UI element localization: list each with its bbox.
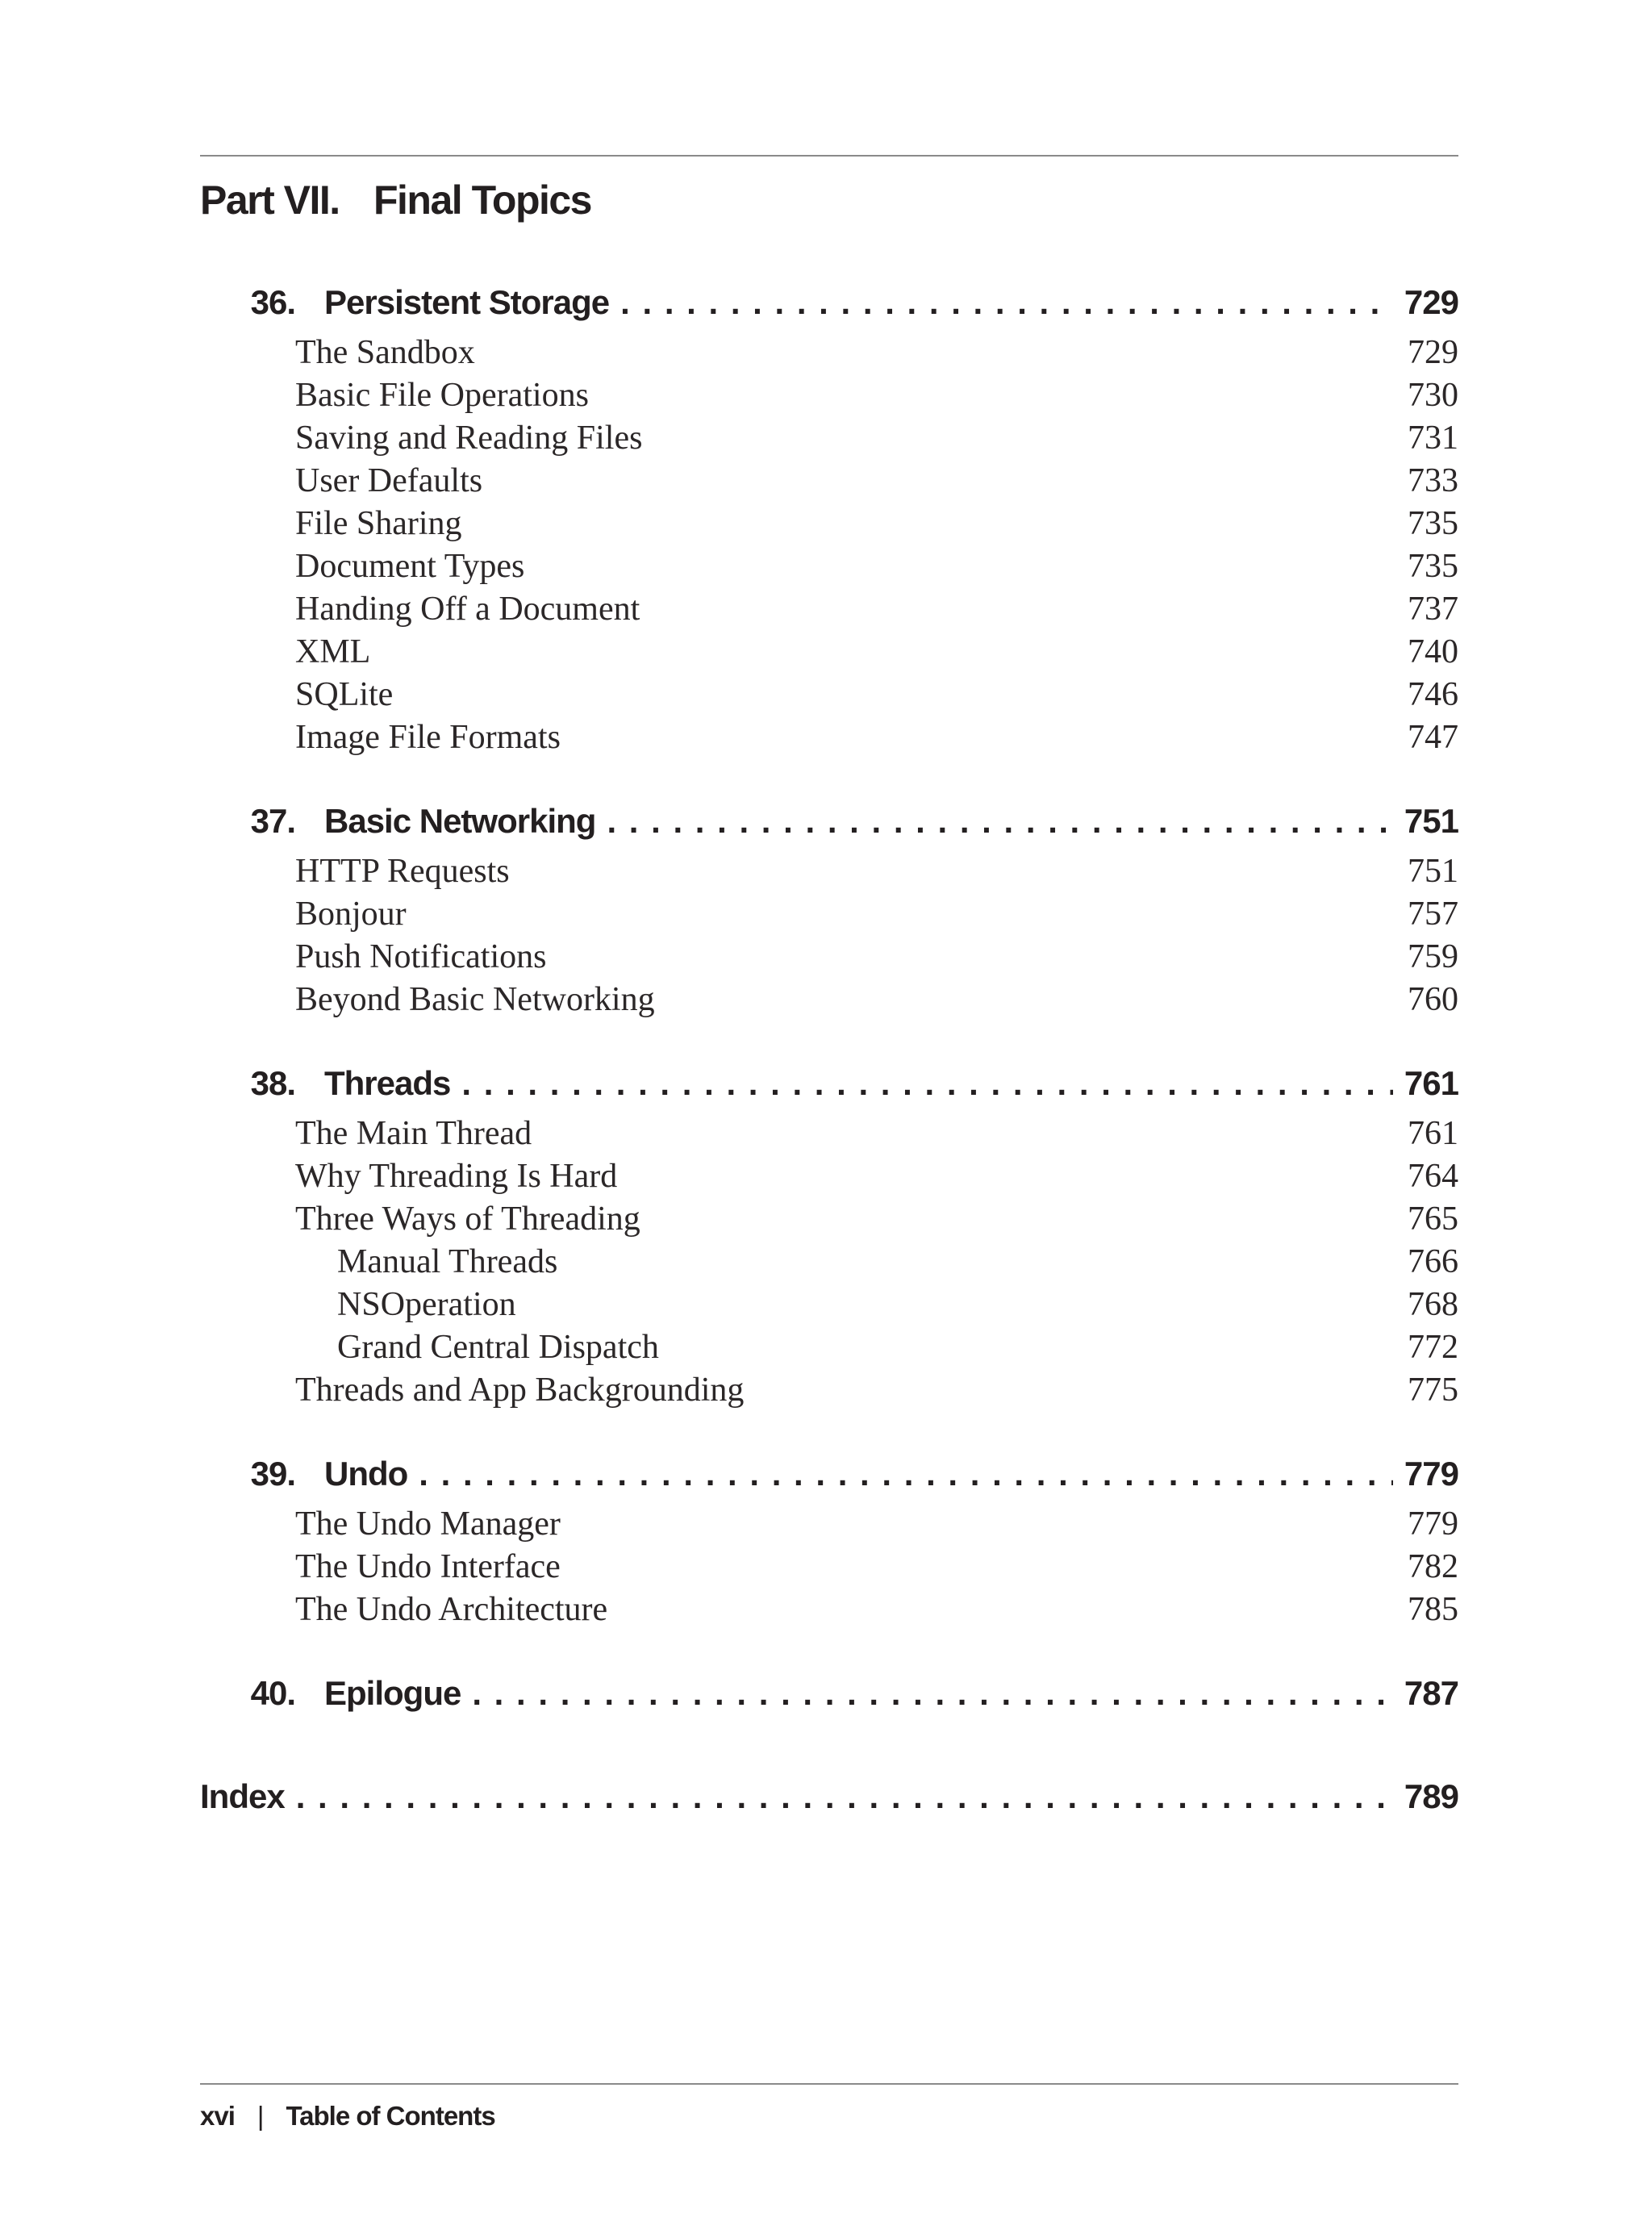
chapter-title: Epilogue <box>324 1674 461 1712</box>
section-page: 735 <box>1408 504 1458 542</box>
index-title: Index <box>200 1777 285 1815</box>
dot-leader <box>620 283 1393 322</box>
section-title: Saving and Reading Files <box>295 419 643 457</box>
section-entry[interactable] <box>200 1112 1458 1155</box>
chapter-title: Basic Networking <box>324 802 596 840</box>
section-title: Push Notifications <box>295 937 547 975</box>
section-page: 751 <box>1408 852 1458 890</box>
footer-separator: | <box>257 2101 264 2131</box>
section-page: 733 <box>1408 461 1458 499</box>
section-title: HTTP Requests <box>295 852 510 890</box>
section-page: 735 <box>1408 547 1458 585</box>
section-title: The Main Thread <box>295 1114 532 1152</box>
section-page: 765 <box>1408 1200 1458 1238</box>
section-title: The Undo Interface <box>295 1547 561 1585</box>
chapter-page: 729 <box>1404 283 1458 321</box>
dot-leader <box>296 1777 1393 1816</box>
page-footer <box>200 2096 495 2136</box>
subsection-title: Grand Central Dispatch <box>337 1328 659 1366</box>
dot-leader <box>461 1064 1393 1103</box>
section-page: 729 <box>1408 333 1458 371</box>
section-title: Threads and App Backgrounding <box>295 1371 745 1409</box>
section-title: Three Ways of Threading <box>295 1200 640 1238</box>
section-entry[interactable] <box>200 1588 1458 1631</box>
section-page: 757 <box>1408 895 1458 933</box>
section-entry[interactable] <box>200 850 1458 892</box>
footer-running-title: Table of Contents <box>286 2101 495 2131</box>
chapter-number: 40. <box>250 1674 295 1712</box>
part-heading <box>200 168 591 232</box>
subsection-entry[interactable] <box>200 1283 1458 1326</box>
chapter-page: 787 <box>1404 1674 1458 1712</box>
section-title: The Sandbox <box>295 333 475 371</box>
footer-page-number: xvi <box>200 2101 235 2131</box>
section-entry[interactable] <box>200 892 1458 935</box>
chapter-page: 751 <box>1404 802 1458 840</box>
section-entry[interactable] <box>200 545 1458 587</box>
chapter-title: Undo <box>324 1455 408 1493</box>
section-title: Beyond Basic Networking <box>295 980 655 1018</box>
section-page: 740 <box>1408 633 1458 670</box>
dot-leader <box>607 802 1392 841</box>
part-title: Final Topics <box>373 177 591 223</box>
chapter-entry-38[interactable] <box>200 1055 1458 1112</box>
chapter-entry-39[interactable] <box>200 1446 1458 1502</box>
section-entry[interactable] <box>200 1545 1458 1588</box>
dot-leader <box>472 1674 1393 1713</box>
section-title: Handing Off a Document <box>295 590 640 628</box>
section-entry[interactable] <box>200 978 1458 1021</box>
subsection-entry[interactable] <box>200 1326 1458 1368</box>
table-of-contents <box>200 274 1458 1825</box>
chapter-number: 38. <box>250 1064 295 1102</box>
section-entry[interactable] <box>200 1197 1458 1240</box>
section-entry[interactable] <box>200 1502 1458 1545</box>
section-page: 775 <box>1408 1371 1458 1409</box>
section-title: SQLite <box>295 675 394 713</box>
section-entry[interactable] <box>200 1368 1458 1411</box>
section-entry[interactable] <box>200 502 1458 545</box>
chapter-title: Threads <box>324 1064 451 1102</box>
top-rule <box>200 155 1458 157</box>
chapter-page: 761 <box>1404 1064 1458 1102</box>
chapter-entry-36[interactable] <box>200 274 1458 331</box>
section-entry[interactable] <box>200 587 1458 630</box>
bottom-rule <box>200 2083 1458 2085</box>
section-page: 772 <box>1408 1328 1458 1366</box>
chapter-number: 36. <box>250 283 295 321</box>
section-entry[interactable] <box>200 459 1458 502</box>
subsection-title: NSOperation <box>337 1285 516 1323</box>
section-page: 759 <box>1408 937 1458 975</box>
section-page: 747 <box>1408 718 1458 756</box>
section-page: 785 <box>1408 1590 1458 1628</box>
section-page: 766 <box>1408 1242 1458 1280</box>
chapter-entry-37[interactable] <box>200 793 1458 850</box>
section-title: Document Types <box>295 547 525 585</box>
chapter-title: Persistent Storage <box>324 283 610 321</box>
section-entry[interactable] <box>200 673 1458 716</box>
chapter-page: 779 <box>1404 1455 1458 1493</box>
section-title: Bonjour <box>295 895 407 933</box>
section-entry[interactable] <box>200 935 1458 978</box>
section-page: 761 <box>1408 1114 1458 1152</box>
section-page: 737 <box>1408 590 1458 628</box>
chapter-number: 39. <box>250 1455 295 1493</box>
subsection-title: Manual Threads <box>337 1242 558 1280</box>
subsection-entry[interactable] <box>200 1240 1458 1283</box>
section-entry[interactable] <box>200 416 1458 459</box>
section-entry[interactable] <box>200 1155 1458 1197</box>
section-page: 779 <box>1408 1505 1458 1543</box>
section-entry[interactable] <box>200 630 1458 673</box>
section-title: The Undo Architecture <box>295 1590 608 1628</box>
section-page: 768 <box>1408 1285 1458 1323</box>
section-title: User Defaults <box>295 461 483 499</box>
section-page: 782 <box>1408 1547 1458 1585</box>
section-entry[interactable] <box>200 716 1458 758</box>
section-title: XML <box>295 633 371 670</box>
section-entry[interactable] <box>200 331 1458 374</box>
section-title: File Sharing <box>295 504 462 542</box>
chapter-number: 37. <box>250 802 295 840</box>
section-page: 731 <box>1408 419 1458 457</box>
section-page: 764 <box>1408 1157 1458 1195</box>
section-title: The Undo Manager <box>295 1505 561 1543</box>
section-entry[interactable] <box>200 374 1458 416</box>
index-page: 789 <box>1404 1777 1458 1815</box>
section-title: Why Threading Is Hard <box>295 1157 618 1195</box>
section-page: 730 <box>1408 376 1458 414</box>
part-number: Part VII. <box>200 177 340 223</box>
chapter-entry-40[interactable] <box>200 1665 1458 1722</box>
dot-leader <box>419 1455 1393 1493</box>
section-title: Image File Formats <box>295 718 561 756</box>
section-page: 760 <box>1408 980 1458 1018</box>
index-entry[interactable] <box>200 1768 1458 1825</box>
section-page: 746 <box>1408 675 1458 713</box>
section-title: Basic File Operations <box>295 376 589 414</box>
